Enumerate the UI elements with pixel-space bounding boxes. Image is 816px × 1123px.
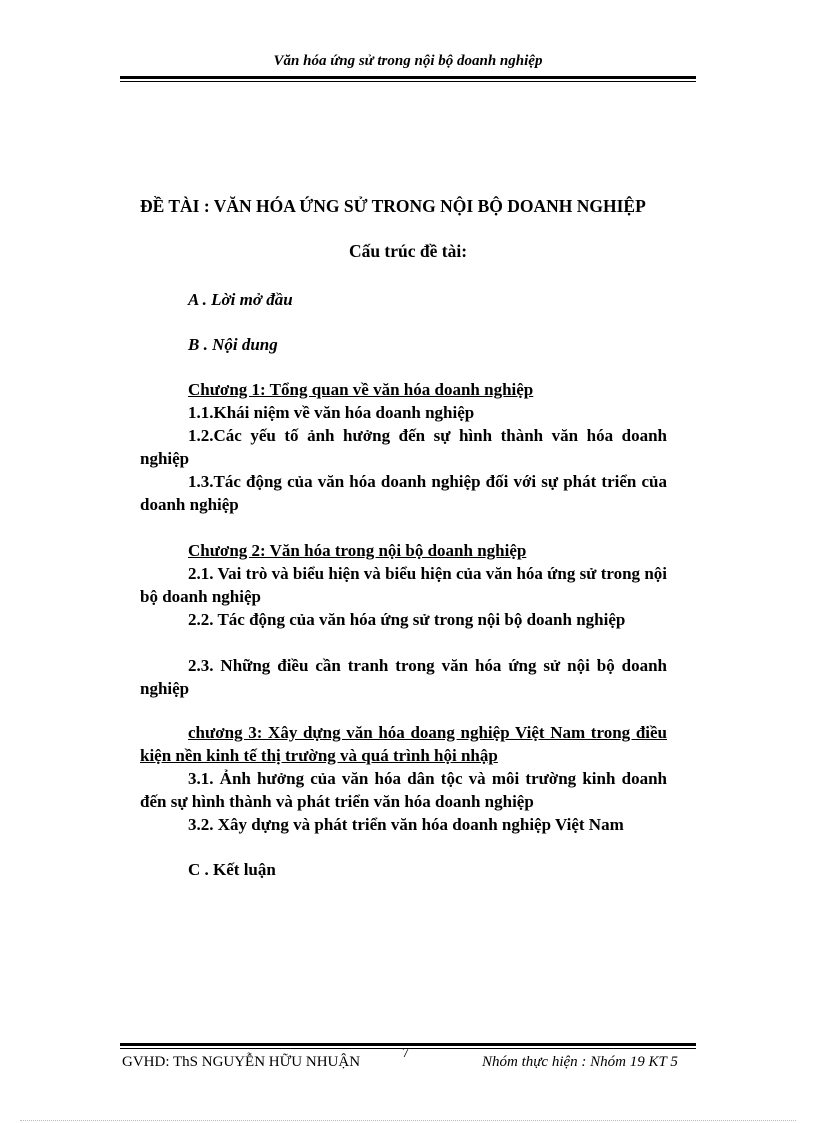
footer-advisor: GVHD: ThS NGUYỄN HỮU NHUẬN (122, 1054, 361, 1070)
chapter-3-item: 3.1. Ảnh hưởng của văn hóa dân tộc và môi trường kinh doanh đến sự hình thành và phát triển văn hóa doanh nghiệp (140, 769, 667, 811)
section-a: A . Lời mở đầu (188, 290, 293, 309)
chapter-1-item: 1.2.Các yếu tố ảnh hưởng đến sự hình thành văn hóa doanh nghiệp (140, 426, 667, 468)
chapter-1-title: Chương 1: Tổng quan về văn hóa doanh nghiệp (188, 380, 534, 399)
structure-heading: Cấu trúc đề tài: (348, 241, 468, 261)
chapter-2-title: Chương 2: Văn hóa trong nội bộ doanh nghiệp (188, 541, 527, 560)
chapter-1-item: 1.3.Tác động của văn hóa doanh nghiệp đối với sự phát triển của doanh nghiệp (140, 472, 667, 514)
chapter-2-item: 2.3. Những điều cần tranh trong văn hóa ứng sử nội bộ doanh nghiệp (140, 656, 667, 698)
section-b: B . Nội dung (188, 335, 278, 354)
footer-group: Nhóm thực hiện : Nhóm 19 KT 5 (482, 1054, 678, 1070)
chapter-2-item: 2.1. Vai trò và biểu hiện và biểu hiện của văn hóa ứng sử trong nội bộ doanh nghiệp (140, 564, 667, 606)
chapter-3-title: chương 3: Xây dựng văn hóa doang nghiệp Việt Nam trong điều kiện nền kinh tế thị trường và quá trình hội nhập (140, 723, 667, 765)
header-rule-thin (120, 81, 696, 82)
document-title: ĐỀ TÀI : VĂN HÓA ỨNG SỬ TRONG NỘI BỘ DOANH NGHIỆP (140, 196, 646, 216)
chapter-3-item: 3.2. Xây dựng và phát triển văn hóa doanh nghiệp Việt Nam (188, 815, 624, 834)
page-bottom-divider (20, 1120, 796, 1121)
chapter-2-item: 2.2. Tác động của văn hóa ứng sử trong nội bộ doanh nghiệp (188, 610, 626, 629)
page-number: 7 (402, 1046, 409, 1061)
chapter-1-item: 1.1.Khái niệm về văn hóa doanh nghiệp (188, 403, 475, 422)
section-c: C . Kết luận (188, 860, 276, 879)
header-rule-thick (120, 76, 696, 79)
header-title: Văn hóa ứng sử trong nội bộ doanh nghiệp (273, 53, 543, 69)
